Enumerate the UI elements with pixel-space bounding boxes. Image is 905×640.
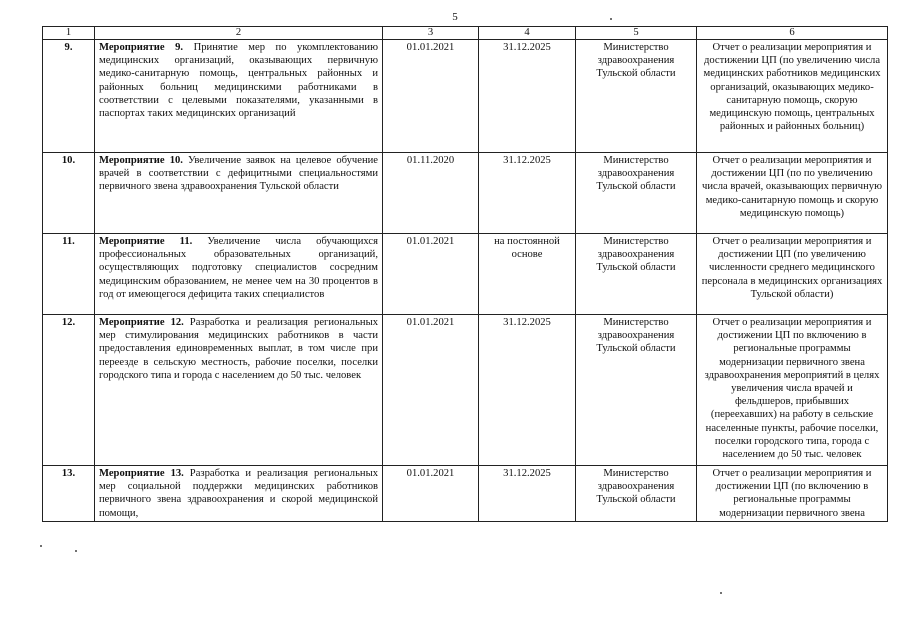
start-date: 01.01.2021: [383, 40, 479, 153]
measure-description: [95, 315, 383, 466]
row-number: 12.: [43, 315, 95, 466]
table-row: [43, 315, 888, 466]
expected-result: Отчет о реализации мероприятия и достижении ЦП по включению в региональные программы модернизации первичного звена здравоохранения мероприятий в целях увеличения числа врачей и фельдшеров, прибывших (переехавших) на работу в сельские населенные пункты, рабочие поселки, поселки городского типа, города с населением до 50 тыс. человек: [697, 315, 888, 466]
responsible-executor: Министерство здравоохранения Тульской области: [576, 40, 697, 153]
expected-result: Отчет о реализации мероприятия и достижении ЦП (по увеличению числа медицинских работников медицинских организаций, оказывающих медико-санитарную помощь, скорую медицинскую помощь, центральных районных и районных больниц): [697, 40, 888, 153]
expected-result: [697, 466, 888, 522]
scan-speck: [75, 550, 77, 552]
measure-text: Увеличение числа обучающихся профессиональных образовательных организаций, осуществляющих подготовку специалистов сосредним медицинским образованием, не менее чем на 30 процентов в год от имеющегося дефицита таких специалистов: [99, 236, 378, 300]
measure-text: Принятие мер по укомплектованию медицинских организаций, оказывающих первичную медико-санитарную помощь, центральных районных и районных больниц медицинскими работниками в соответствии с целевыми показателями, указанными в паспортах таких медицинских организаций: [99, 42, 379, 120]
column-number-row: [43, 27, 888, 40]
column-header: 1: [43, 27, 95, 40]
page-number: 5: [452, 11, 458, 23]
table-row: [43, 466, 888, 522]
column-header: 3: [383, 27, 479, 40]
table-row: [43, 40, 888, 153]
measure-title: Мероприятие 12.: [99, 317, 184, 328]
measure-text: Разработка и реализация региональных мер социальной поддержки медицинских работников первичного звена здравоохранения и скорой медицинской помощи,: [99, 468, 378, 519]
measure-description: [95, 40, 383, 153]
end-date: 31.12.2025: [479, 466, 576, 522]
start-date: 01.01.2021: [383, 315, 479, 466]
responsible-executor: Министерство здравоохранения Тульской области: [576, 234, 697, 315]
row-number: 11.: [43, 234, 95, 315]
measure-title: Мероприятие 11.: [99, 236, 193, 247]
column-header: 2: [95, 27, 383, 40]
end-date: 31.12.2025: [479, 40, 576, 153]
scan-speck: [40, 545, 42, 547]
table-row: [43, 234, 888, 315]
measures-table: [42, 26, 888, 522]
expected-result: Отчет о реализации мероприятия и достижении ЦП (по по увеличению числа врачей, оказывающих первичную медико-санитарную помощь и скорую медицинскую помощь): [697, 153, 888, 234]
column-header: 6: [697, 27, 888, 40]
measure-title: Мероприятие 10.: [99, 155, 183, 166]
column-header: 5: [576, 27, 697, 40]
responsible-executor: Министерство здравоохранения Тульской области: [576, 153, 697, 234]
start-date: 01.11.2020: [383, 153, 479, 234]
row-number: 9.: [43, 40, 95, 153]
measure-description: [95, 153, 383, 234]
expected-result-text: Отчет о реализации мероприятия и достижении ЦП (по включению в региональные программы модернизации первичного звена: [712, 468, 872, 519]
start-date: 01.01.2021: [383, 466, 479, 522]
row-number: 10.: [43, 153, 95, 234]
end-date: 31.12.2025: [479, 315, 576, 466]
measure-title: Мероприятие 13.: [99, 468, 184, 479]
scan-speck: [610, 18, 612, 20]
scan-speck: [720, 592, 722, 594]
table-row: [43, 153, 888, 234]
responsible-executor: Министерство здравоохранения Тульской области: [576, 315, 697, 466]
responsible-executor: Министерство здравоохранения Тульской области: [576, 466, 697, 522]
measure-title: Мероприятие 9.: [99, 42, 184, 53]
start-date: 01.01.2021: [383, 234, 479, 315]
measure-text: Разработка и реализация региональных мер стимулирования медицинских работников в части предоставления единовременных выплат, в том числе при переезде в сельскую местность, рабочие поселки, поселки городского типа и города с населением до 50 тыс. человек: [99, 317, 378, 381]
measure-text: Увеличение заявок на целевое обучение врачей в соответствии с дефицитными специальностями первичного звена здравоохранения Тульской области: [99, 155, 378, 193]
end-date: на постоянной основе: [479, 234, 576, 315]
column-header: 4: [479, 27, 576, 40]
end-date: 31.12.2025: [479, 153, 576, 234]
measure-description: [95, 234, 383, 315]
row-number: 13.: [43, 466, 95, 522]
expected-result: Отчет о реализации мероприятия и достижении ЦП (по увеличению численности среднего медицинского персонала в медицинских организациях Тульской области): [697, 234, 888, 315]
measure-description: [95, 466, 383, 522]
